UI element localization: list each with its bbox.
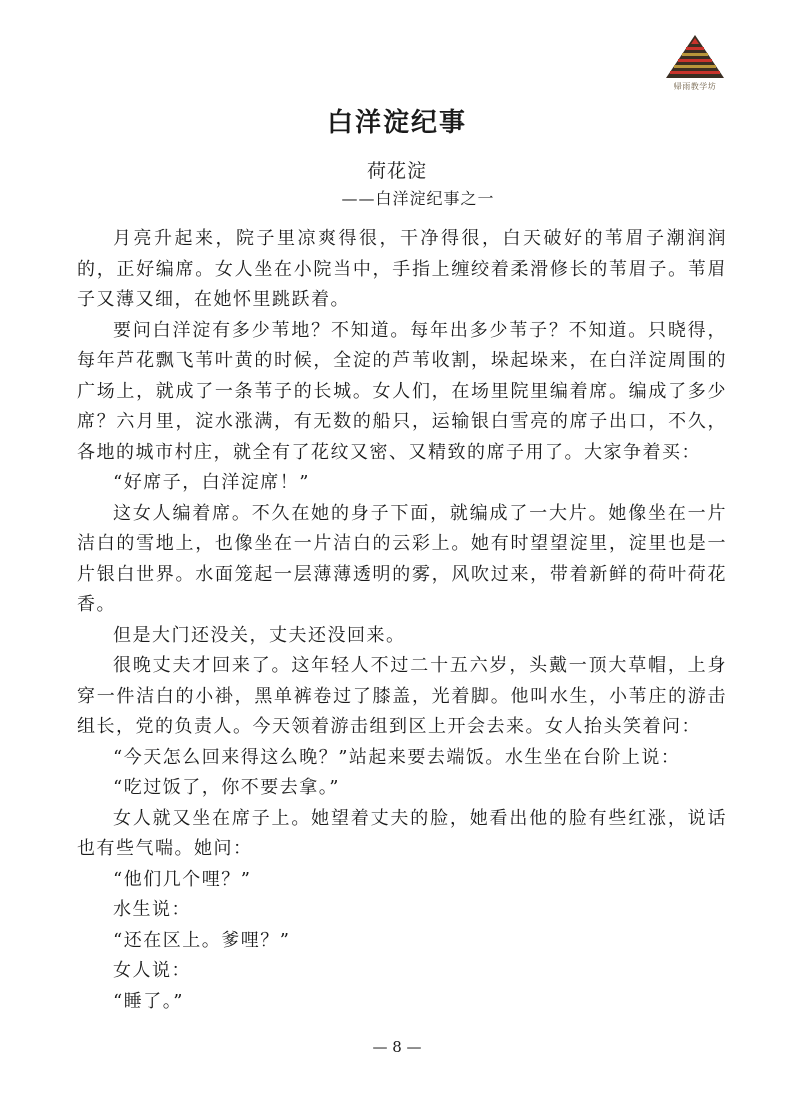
paragraph: “今天怎么回来得这么晚？”站起来要去端饭。水生坐在台阶上说： — [113, 746, 681, 768]
paragraph: 水生说： — [113, 899, 191, 920]
paragraph: “吃过饭了，你不要去拿。” — [113, 777, 340, 798]
pyramid-logo-icon — [660, 32, 730, 82]
document-title: 白洋淀纪事 — [326, 108, 467, 138]
paragraph: “好席子，白洋淀席！” — [113, 472, 310, 493]
page-number: — 8 — — [372, 1038, 422, 1056]
paragraph: 女人就又坐在席子上。她望着丈夫的脸，她看出他的脸有些红涨，说话也有些气喘。她问： — [77, 807, 727, 859]
paragraph: “睡了。” — [113, 990, 184, 1012]
logo-text: 帰雨教学坊 — [673, 82, 717, 91]
document-subtitle: 荷花淀 — [366, 160, 427, 182]
publisher-logo — [660, 32, 730, 98]
paragraph: 很晚丈夫才回来了。这年轻人不过二十五六岁，头戴一顶大草帽，上身穿一件洁白的小褂，黑单裤卷过了膝盖，光着脚。他叫水生，小苇庄的游击组长，党的负责人。今天领着游击组到区上开会去来。女人抬头笑着问： — [77, 655, 727, 737]
paragraph: 要问白洋淀有多少苇地？不知道。每年出多少苇子？不知道。只晓得，每年芦花飘飞苇叶黄的时候，全淀的芦苇收割，垛起垛来，在白洋淀周围的广场上，就成了一条苇子的长城。女人们，在场里院里编着席。编成了多少席？六月里，淀水涨满，有无数的船只，运输银白雪亮的席子出口，不久，各地的城市村庄，就全有了花纹又密、又精致的席子用了。大家争着买： — [77, 319, 727, 463]
paragraph: 这女人编着席。不久在她的身子下面，就编成了一大片。她像坐在一片洁白的雪地上，也像坐在一片洁白的云彩上。她有时望望淀里，淀里也是一片银白世界。水面笼起一层薄薄透明的雾，风吹过来，带着新鲜的荷叶荷花香。 — [77, 502, 727, 615]
paragraph: “还在区上。爹哩？” — [113, 929, 291, 951]
paragraph: 女人说： — [113, 960, 191, 981]
series-line: ——白洋淀纪事之一 — [341, 189, 495, 208]
body-text — [77, 224, 727, 1017]
paragraph: 月亮升起来，院子里凉爽得很，干净得很，白天破好的苇眉子潮润润的，正好编席。女人坐在小院当中，手指上缠绞着柔滑修长的苇眉子。苇眉子又薄又细，在她怀里跳跃着。 — [77, 228, 727, 310]
paragraph: 但是大门还没关，丈夫还没回来。 — [113, 624, 406, 646]
paragraph: “他们几个哩？” — [113, 868, 252, 890]
